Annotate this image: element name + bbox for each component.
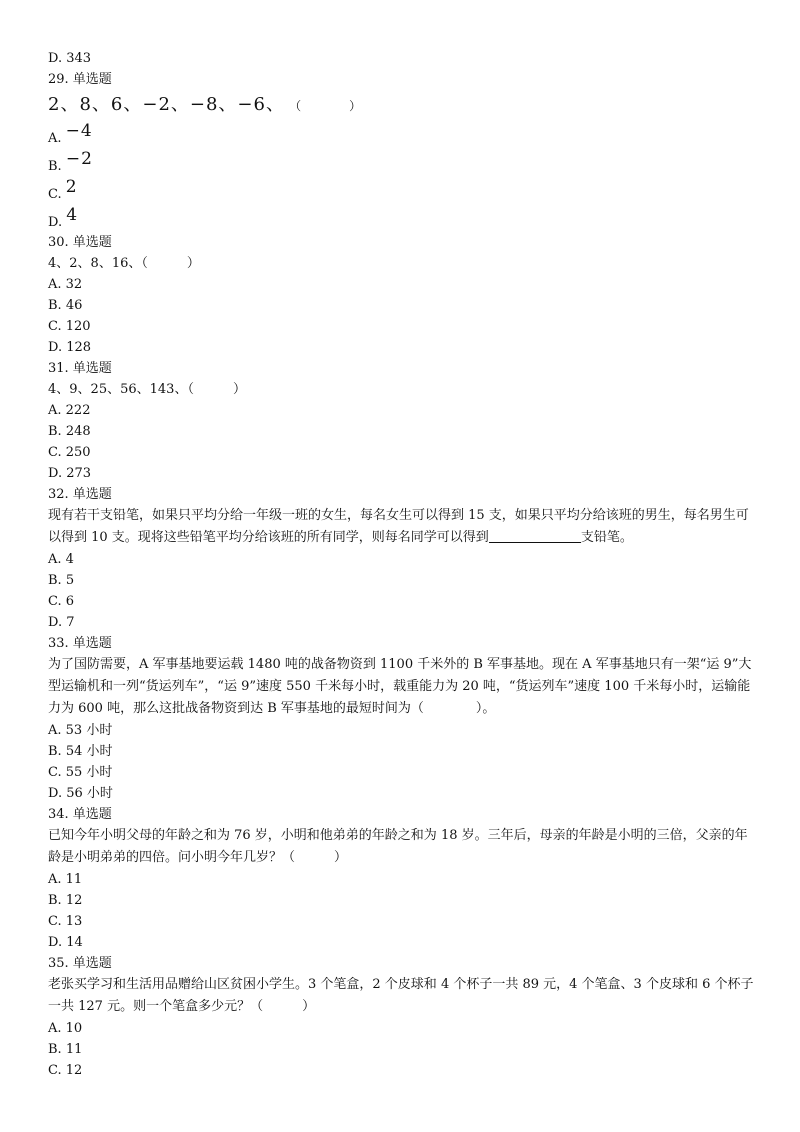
question-stem: 老张买学习和生活用品赠给山区贫困小学生。3 个笔盒，2 个皮球和 4 个杯子一共 89 元，4 个笔盒、3 个皮球和 6 个杯子一共 127 元。则一个笔盒多少元？（ ）: [48, 977, 754, 1014]
option-c[interactable]: C. 12: [48, 1063, 83, 1078]
question-stem: 4、2、8、16、（ ）: [48, 256, 200, 271]
option-letter: B.: [48, 159, 66, 174]
question-31: [48, 358, 754, 484]
option-d[interactable]: D. 128: [48, 340, 92, 355]
question-header: 35. 单选题: [48, 956, 112, 971]
option-letter: D.: [48, 215, 67, 230]
question-32: [48, 484, 754, 633]
option-a[interactable]: A. 11: [48, 872, 83, 887]
question-35: [48, 953, 754, 1081]
question-stem: [48, 90, 754, 120]
option-a[interactable]: [48, 120, 754, 148]
question-header: 30. 单选题: [48, 235, 112, 250]
option-d-prev: D. 343: [48, 51, 92, 66]
option-b[interactable]: B. 248: [48, 424, 91, 439]
exam-page: [48, 48, 754, 1081]
option-b[interactable]: [48, 148, 754, 176]
option-a[interactable]: A. 10: [48, 1021, 83, 1036]
option-value: 2: [65, 177, 78, 197]
option-b[interactable]: B. 5: [48, 573, 75, 588]
question-stem: [48, 505, 754, 549]
option-b[interactable]: B. 11: [48, 1042, 83, 1057]
option-d[interactable]: D. 56 小时: [48, 786, 113, 801]
question-header: 34. 单选题: [48, 807, 112, 822]
option-c[interactable]: C. 55 小时: [48, 765, 113, 780]
number-sequence: 2、8、6、−2、−8、−6、: [48, 94, 285, 115]
question-stem: 已知今年小明父母的年龄之和为 76 岁，小明和他弟弟的年龄之和为 18 岁。三年后，母亲的年龄是小明的三倍，父亲的年龄是小明弟弟的四倍。问小明今年几岁？（ ）: [48, 828, 748, 865]
option-c[interactable]: [48, 176, 754, 204]
option-b[interactable]: B. 46: [48, 298, 83, 313]
option-a[interactable]: A. 53 小时: [48, 723, 113, 738]
option-c[interactable]: C. 6: [48, 594, 75, 609]
stem-text: 现有若干支铅笔，如果只平均分给一年级一班的女生，每名女生可以得到 15 支，如果只平均分给该班的男生，每名男生可以得到 10 支。现将这些铅笔平均分给该班的所有同学，则每名同学可以得到: [48, 508, 749, 545]
question-header: 32. 单选题: [48, 487, 112, 502]
option-c[interactable]: C. 13: [48, 914, 83, 929]
question-header: 29. 单选题: [48, 72, 112, 87]
option-letter: C.: [48, 187, 66, 202]
option-d[interactable]: D. 7: [48, 615, 75, 630]
option-b[interactable]: B. 54 小时: [48, 744, 113, 759]
question-header: 33. 单选题: [48, 636, 112, 651]
option-d[interactable]: [48, 204, 754, 232]
option-letter: A.: [48, 131, 66, 146]
question-stem: 4、9、25、56、143、（ ）: [48, 382, 246, 397]
option-a[interactable]: A. 32: [48, 277, 83, 292]
option-value: 4: [66, 205, 79, 225]
option-a[interactable]: A. 4: [48, 552, 74, 567]
question-29: [48, 69, 754, 232]
option-c[interactable]: C. 120: [48, 319, 91, 334]
option-d[interactable]: D. 273: [48, 466, 92, 481]
question-header: 31. 单选题: [48, 361, 112, 376]
question-30: [48, 232, 754, 358]
answer-blank[interactable]: [489, 528, 581, 543]
option-value: −4: [65, 121, 93, 141]
answer-paren: （ ）: [289, 99, 362, 113]
stem-text-end: 支铅笔。: [580, 530, 633, 545]
question-33: [48, 633, 754, 804]
option-a[interactable]: A. 222: [48, 403, 91, 418]
question-34: [48, 804, 754, 953]
option-value: −2: [65, 149, 93, 169]
option-c[interactable]: C. 250: [48, 445, 91, 460]
option-d[interactable]: D. 14: [48, 935, 83, 950]
question-stem: 为了国防需要，A 军事基地要运载 1480 吨的战备物资到 1100 千米外的 B 军事基地。现在 A 军事基地只有一架“运 9”大型运输机和一列“货运列车”，“运 9”速度 550 千米每小时，载重能力为 20 吨，“货运列车”速度 100 千米每小时，运输能力为 600 吨，那么这批战备物资到达 B 军事基地的最短时间为（ ）。: [48, 657, 752, 716]
option-b[interactable]: B. 12: [48, 893, 83, 908]
